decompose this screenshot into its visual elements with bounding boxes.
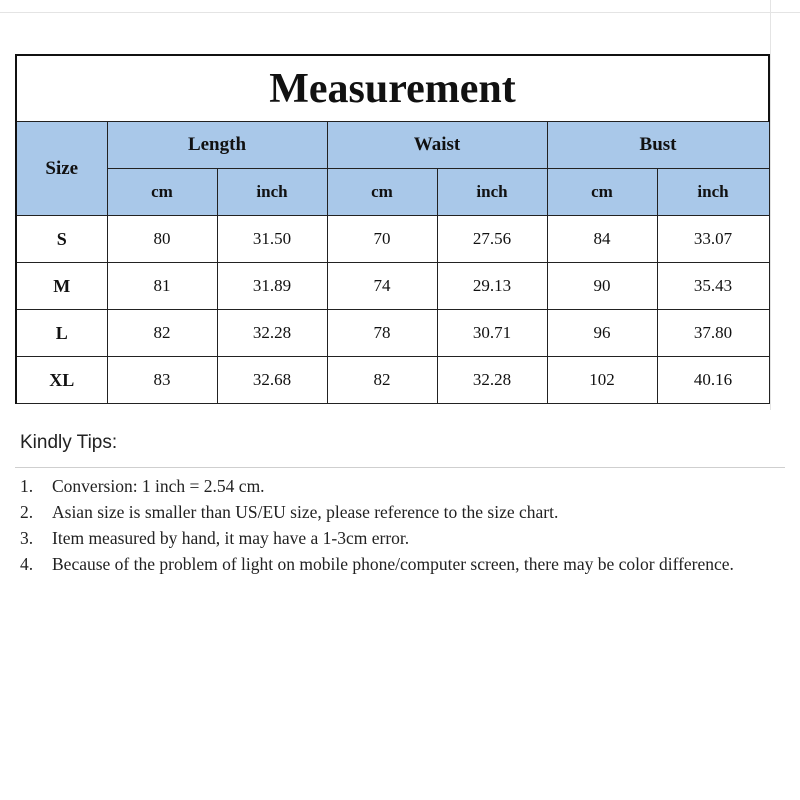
table-cell: 33.07 (657, 216, 769, 263)
bust-group-header: Bust (547, 122, 769, 169)
unit-header: cm (107, 169, 217, 216)
table-cell: 70 (327, 216, 437, 263)
tips-list (20, 473, 755, 577)
tips-divider (15, 467, 785, 468)
length-group-header: Length (107, 122, 327, 169)
size-cell: L (16, 310, 107, 357)
table-cell: 90 (547, 263, 657, 310)
tip-text: Item measured by hand, it may have a 1-3cm error. (52, 528, 410, 548)
table-cell: 37.80 (657, 310, 769, 357)
unit-header: inch (657, 169, 769, 216)
table-cell: 31.50 (217, 216, 327, 263)
table-cell: 32.28 (217, 310, 327, 357)
table-cell: 78 (327, 310, 437, 357)
list-item (20, 473, 755, 499)
table-row (16, 357, 769, 404)
table-cell: 84 (547, 216, 657, 263)
table-cell: 27.56 (437, 216, 547, 263)
table-cell: 80 (107, 216, 217, 263)
table-cell: 82 (107, 310, 217, 357)
table-cell: 82 (327, 357, 437, 404)
size-cell: M (16, 263, 107, 310)
table-row (16, 263, 769, 310)
table-title: Measurement (16, 55, 769, 122)
table-cell: 102 (547, 357, 657, 404)
unit-header: inch (217, 169, 327, 216)
list-item (20, 551, 755, 577)
unit-header: inch (437, 169, 547, 216)
tips-title: Kindly Tips: (20, 432, 118, 453)
table-cell: 30.71 (437, 310, 547, 357)
table-row (16, 310, 769, 357)
table-cell: 40.16 (657, 357, 769, 404)
size-column-header: Size (16, 122, 107, 216)
list-item (20, 525, 755, 551)
tip-text: Because of the problem of light on mobile phone/computer screen, there may be color difference. (52, 554, 734, 574)
unit-header: cm (547, 169, 657, 216)
tip-number: 3. (20, 528, 34, 548)
table-cell: 81 (107, 263, 217, 310)
table-cell: 32.28 (437, 357, 547, 404)
tip-text: Conversion: 1 inch = 2.54 cm. (52, 476, 265, 496)
table-cell: 83 (107, 357, 217, 404)
table-cell: 32.68 (217, 357, 327, 404)
table-cell: 31.89 (217, 263, 327, 310)
tip-text: Asian size is smaller than US/EU size, please reference to the size chart. (52, 502, 559, 522)
table-cell: 74 (327, 263, 437, 310)
table-cell: 29.13 (437, 263, 547, 310)
guide-line-vertical (770, 0, 771, 410)
table-cell: 35.43 (657, 263, 769, 310)
tip-number: 1. (20, 476, 34, 496)
size-cell: S (16, 216, 107, 263)
table-row (16, 216, 769, 263)
size-cell: XL (16, 357, 107, 404)
tip-number: 4. (20, 554, 34, 574)
waist-group-header: Waist (327, 122, 547, 169)
size-chart-table (15, 54, 770, 404)
guide-line-horizontal (0, 12, 800, 13)
unit-header: cm (327, 169, 437, 216)
tip-number: 2. (20, 502, 34, 522)
list-item (20, 499, 755, 525)
table-cell: 96 (547, 310, 657, 357)
